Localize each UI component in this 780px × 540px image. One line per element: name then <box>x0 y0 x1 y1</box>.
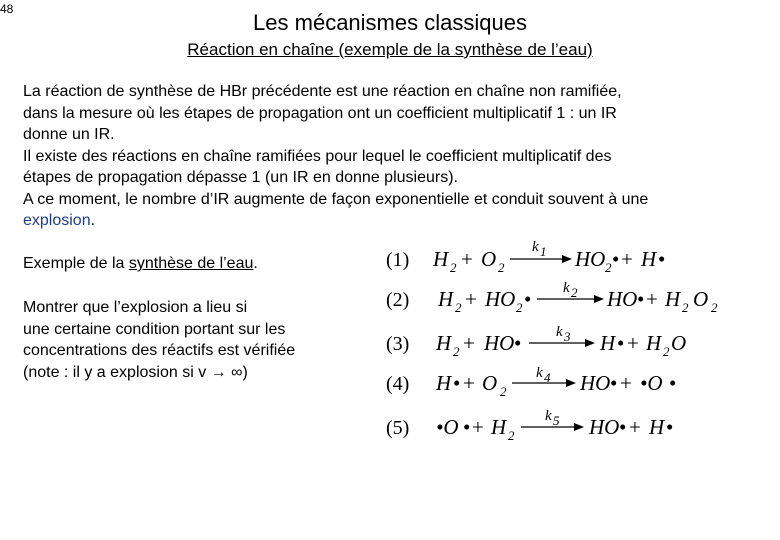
species: H <box>646 331 662 355</box>
paragraph-line: donne un IR. <box>23 126 115 143</box>
species: HO <box>575 247 606 271</box>
radical-dot: • <box>453 371 461 395</box>
task-line: concentrations des réactifs est vérifiée <box>23 342 296 359</box>
reaction-label: (4) <box>386 373 410 395</box>
species: H <box>665 287 681 311</box>
subscript: 2 <box>455 300 462 315</box>
task-line: (note : il y a explosion si v → ∞) <box>23 363 248 381</box>
species: H <box>436 331 452 355</box>
reaction-arrow-head <box>562 255 572 263</box>
example-suffix: . <box>253 255 258 272</box>
slide-number: 48 <box>0 2 14 16</box>
reaction-1 <box>386 239 665 275</box>
species: H <box>433 247 449 271</box>
plus-sign: + <box>620 371 632 395</box>
paragraph-line: étapes de propagation dépasse 1 (un IR en donne plusieurs). <box>23 169 458 186</box>
subscript: 2 <box>711 300 718 315</box>
paragraph-line: A ce moment, le nombre d’IR augmente de façon exponentielle et conduit souvent à une <box>23 190 649 208</box>
task-line: Montrer que l’explosion a lieu si <box>23 299 248 316</box>
species: H <box>436 371 452 395</box>
reaction-label: (1) <box>386 249 410 271</box>
species: HO <box>484 331 515 355</box>
reaction-5 <box>386 408 673 443</box>
subscript: 2 <box>453 344 460 359</box>
plus-sign: + <box>621 247 633 271</box>
radical-dot: • <box>637 287 645 311</box>
example-prefix: Exemple de la <box>23 255 129 272</box>
species: H <box>491 415 507 439</box>
plus-sign: + <box>627 331 639 355</box>
plus-sign: + <box>629 415 641 439</box>
radical-dot: • <box>463 415 471 439</box>
radical-dot: • <box>658 247 666 271</box>
rate-constant-index: 5 <box>553 413 560 428</box>
species: HO <box>485 287 516 311</box>
plus-sign: + <box>646 287 658 311</box>
keyword-period: . <box>90 212 96 229</box>
reaction-3 <box>386 324 686 359</box>
rate-constant-index: 3 <box>564 329 571 344</box>
subscript: 2 <box>663 344 670 359</box>
species: HO <box>589 415 620 439</box>
paragraph-line: dans la mesure où les étapes de propagation ont un coefficient multiplicatif 1 : un IR <box>23 104 617 122</box>
species: •O <box>640 371 663 395</box>
slide-subtitle: Réaction en chaîne (exemple de la synthèse de l’eau) <box>187 40 593 59</box>
species: O <box>671 331 687 355</box>
reaction-4 <box>386 365 676 399</box>
radical-dot: • <box>617 331 625 355</box>
species: H <box>600 331 616 355</box>
reaction-label: (2) <box>386 289 410 311</box>
species: H <box>649 415 665 439</box>
slide-title: Les mécanismes classiques <box>253 10 527 35</box>
rate-constant: k <box>563 280 570 296</box>
radical-dot: • <box>619 415 627 439</box>
radical-dot: • <box>524 287 532 311</box>
plus-sign: + <box>461 247 473 271</box>
radical-dot: • <box>666 415 674 439</box>
radical-dot: • <box>514 331 522 355</box>
subscript: 2 <box>605 260 612 275</box>
plus-sign: + <box>463 331 475 355</box>
reaction-arrow-head <box>566 379 576 387</box>
subscript: 2 <box>682 300 689 315</box>
subscript: 2 <box>450 260 457 275</box>
reaction-arrow-head <box>574 423 584 431</box>
rate-constant: k <box>536 365 543 381</box>
reaction-2 <box>386 280 718 315</box>
subscript: 2 <box>500 384 507 399</box>
reaction-arrow-head <box>594 295 604 303</box>
task-line: une certaine condition portant sur les <box>23 320 286 338</box>
subscript: 2 <box>508 428 515 443</box>
species: •O <box>436 415 459 439</box>
radical-dot: • <box>610 371 618 395</box>
radical-dot: • <box>669 371 677 395</box>
paragraph-line: Il existe des réactions en chaîne ramifiées pour lequel le coefficient multiplicatif des <box>23 147 612 165</box>
species: H <box>641 247 657 271</box>
reaction-label: (3) <box>386 333 410 355</box>
plus-sign: + <box>463 371 475 395</box>
subscript: 2 <box>498 260 505 275</box>
example-underlined: synthèse de l’eau <box>128 255 254 272</box>
paragraph-line: La réaction de synthèse de HBr précédente est une réaction en chaîne non ramifiée, <box>23 83 622 100</box>
species: O <box>481 247 497 271</box>
plus-sign: + <box>465 287 477 311</box>
rate-constant: k <box>545 408 552 424</box>
reaction-label: (5) <box>386 417 410 439</box>
rate-constant-index: 4 <box>544 370 551 385</box>
reaction-arrow-head <box>585 339 595 347</box>
rate-constant-index: 1 <box>540 244 547 259</box>
species: HO <box>580 371 611 395</box>
species: HO <box>607 287 638 311</box>
species: O <box>482 371 498 395</box>
rate-constant-index: 2 <box>571 285 578 300</box>
explosion-keyword: explosion <box>23 212 91 229</box>
species: H <box>438 287 454 311</box>
subscript: 2 <box>516 300 523 315</box>
plus-sign: + <box>472 415 484 439</box>
radical-dot: • <box>612 247 620 271</box>
rate-constant: k <box>532 239 539 255</box>
rate-constant: k <box>556 324 563 340</box>
species: O <box>693 287 709 311</box>
